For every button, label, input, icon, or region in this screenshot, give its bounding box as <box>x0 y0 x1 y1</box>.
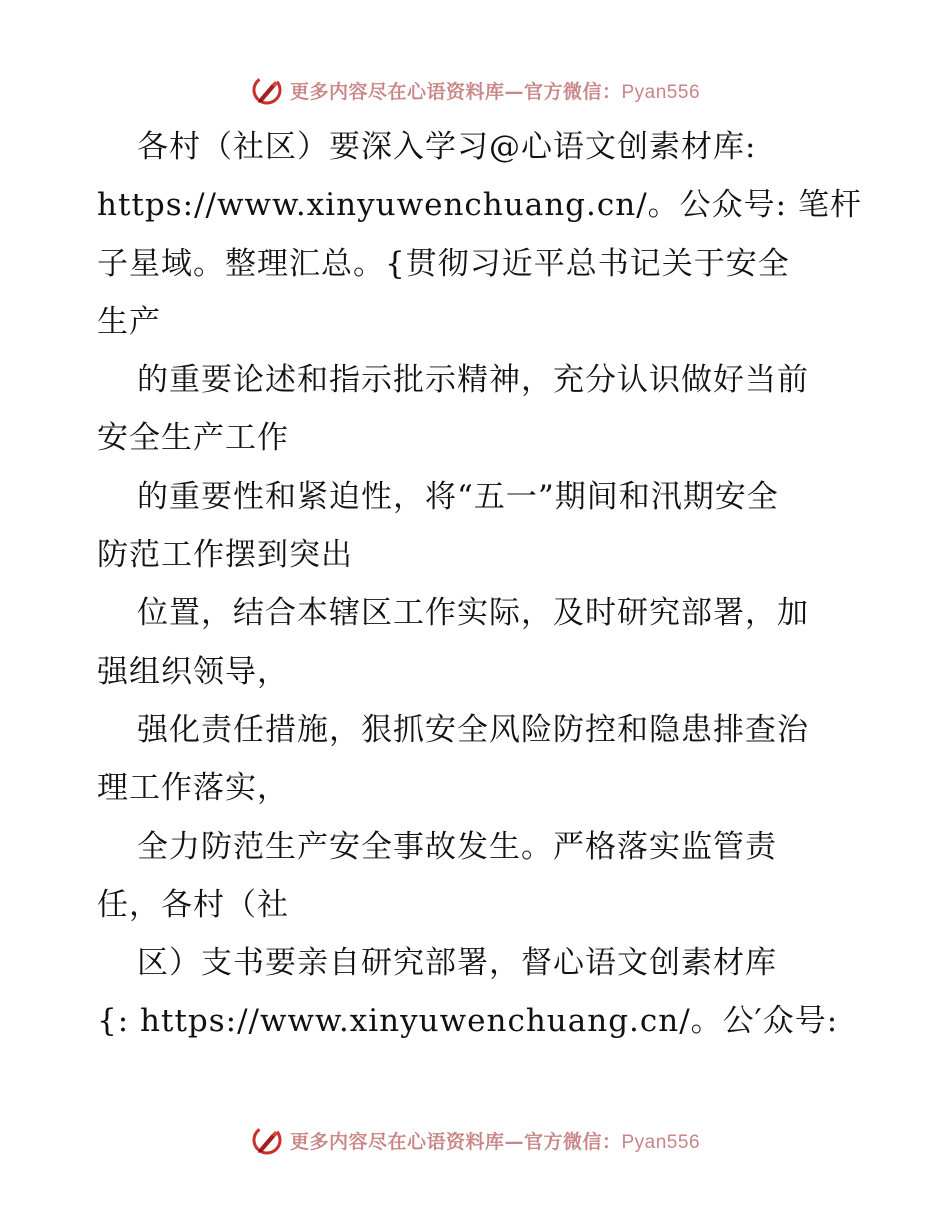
body-line: 全力防范生产安全事故发生。严格落实监管责 <box>137 828 777 865</box>
pen-logo-icon <box>250 1123 284 1157</box>
body-line: 区）支书要亲自研究部署，督心语文创素材库 <box>137 945 777 982</box>
body-line: {: https://www.xinyuwenchuang.cn/。公′众号: <box>97 1003 839 1040</box>
footer-watermark <box>0 1120 950 1160</box>
body-line: https://www.xinyuwenchuang.cn/。公众号: 笔杆 <box>97 187 862 224</box>
body-line: 理工作落实， <box>97 770 289 807</box>
body-line: 子星域。整理汇总。{贯彻习近平总书记关于安全 <box>97 245 790 282</box>
body-line: 的重要论述和指示批示精神，充分认识做好当前 <box>137 362 809 399</box>
body-line: 生产 <box>97 303 161 340</box>
body-line: 安全生产工作 <box>97 420 289 457</box>
pen-logo-icon <box>250 73 284 107</box>
document-body <box>97 118 862 1051</box>
body-line: 的重要性和紧迫性，将“五一”期间和汛期安全 <box>137 478 779 515</box>
body-line: 各村（社区）要深入学习@心语文创素材库: <box>137 129 757 165</box>
body-line: 位置，结合本辖区工作实际，及时研究部署，加 <box>137 595 809 632</box>
watermark-text: 更多内容尽在心语资料库—官方微信：Pyan556 <box>289 1130 701 1153</box>
body-line: 强化责任措施，狠抓安全风险防控和隐患排查治 <box>137 711 809 748</box>
header-watermark <box>0 70 950 110</box>
body-line: 任，各村（社 <box>97 886 289 923</box>
watermark-text: 更多内容尽在心语资料库—官方微信：Pyan556 <box>289 80 701 103</box>
body-line: 防范工作摆到突出 <box>97 537 353 574</box>
body-line: 强组织领导， <box>97 653 289 690</box>
